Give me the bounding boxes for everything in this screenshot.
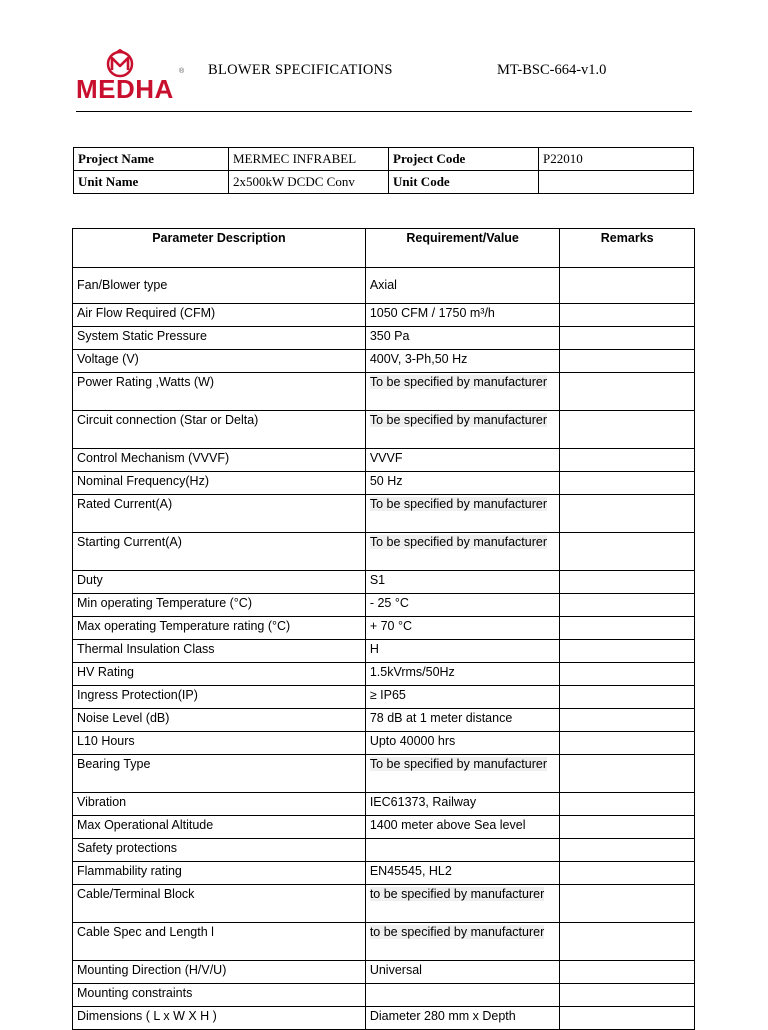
spec-parameter: Duty	[73, 571, 366, 594]
spec-row	[73, 449, 695, 472]
spec-parameter: Mounting constraints	[73, 984, 366, 1007]
spec-remarks	[560, 663, 695, 686]
spec-value	[365, 327, 560, 350]
spec-row	[73, 663, 695, 686]
spec-parameter: Starting Current(A)	[73, 533, 366, 571]
spec-value	[365, 617, 560, 640]
spec-value-text: IEC61373, Railway	[369, 795, 477, 809]
spec-remarks	[560, 862, 695, 885]
spec-parameter: Flammability rating	[73, 862, 366, 885]
spec-row	[73, 686, 695, 709]
spec-row	[73, 640, 695, 663]
spec-remarks	[560, 961, 695, 984]
project-code-label: Project Code	[389, 148, 539, 171]
spec-remarks	[560, 839, 695, 862]
spec-value	[365, 923, 560, 961]
spec-parameter: Vibration	[73, 793, 366, 816]
spec-remarks	[560, 594, 695, 617]
spec-value	[365, 816, 560, 839]
spec-row	[73, 816, 695, 839]
spec-value-text: To be specified by manufacturer	[369, 535, 548, 549]
spec-value-text: Axial	[369, 278, 397, 292]
spec-parameter: Min operating Temperature (°C)	[73, 594, 366, 617]
spec-value	[365, 495, 560, 533]
spec-value-text: To be specified by manufacturer	[369, 375, 548, 389]
spec-parameter: Control Mechanism (VVVF)	[73, 449, 366, 472]
spec-remarks	[560, 755, 695, 793]
spec-row	[73, 709, 695, 732]
spec-value	[365, 640, 560, 663]
spec-value	[365, 839, 560, 862]
spec-header-row	[73, 229, 695, 268]
spec-parameter: Cable/Terminal Block	[73, 885, 366, 923]
spec-value	[365, 449, 560, 472]
spec-value	[365, 304, 560, 327]
project-name-label: Project Name	[74, 148, 229, 171]
spec-row	[73, 732, 695, 755]
spec-row	[73, 839, 695, 862]
spec-value	[365, 885, 560, 923]
spec-row	[73, 411, 695, 449]
spec-remarks	[560, 885, 695, 923]
spec-value	[365, 533, 560, 571]
spec-value-text: Universal	[369, 963, 422, 977]
spec-remarks	[560, 686, 695, 709]
spec-remarks	[560, 640, 695, 663]
spec-remarks	[560, 304, 695, 327]
spec-value	[365, 984, 560, 1007]
spec-row	[73, 885, 695, 923]
spec-remarks	[560, 793, 695, 816]
spec-row	[73, 862, 695, 885]
project-info-table	[73, 147, 694, 194]
document-title: BLOWER SPECIFICATIONS	[208, 62, 393, 78]
spec-value	[365, 268, 560, 304]
spec-row	[73, 594, 695, 617]
spec-parameter: Max Operational Altitude	[73, 816, 366, 839]
spec-row	[73, 571, 695, 594]
spec-row	[73, 304, 695, 327]
spec-value-text: ≥ IP65	[369, 688, 406, 702]
header-divider	[76, 111, 692, 112]
spec-parameter: Noise Level (dB)	[73, 709, 366, 732]
spec-parameter: Thermal Insulation Class	[73, 640, 366, 663]
logo-wordmark: MEDHA	[76, 74, 174, 104]
spec-value-text: To be specified by manufacturer	[369, 413, 548, 427]
project-row	[74, 148, 694, 171]
spec-value-text: to be specified by manufacturer	[369, 925, 545, 939]
spec-table-body	[73, 268, 695, 1030]
spec-value-text: 350 Pa	[369, 329, 410, 343]
registered-mark: ®	[179, 68, 185, 75]
spec-parameter: L10 Hours	[73, 732, 366, 755]
spec-value-text: 50 Hz	[369, 474, 403, 488]
spec-row	[73, 472, 695, 495]
spec-remarks	[560, 533, 695, 571]
spec-value-text: To be specified by manufacturer	[369, 757, 548, 771]
spec-value	[365, 663, 560, 686]
spec-parameter: Max operating Temperature rating (°C)	[73, 617, 366, 640]
spec-row	[73, 495, 695, 533]
spec-parameter: HV Rating	[73, 663, 366, 686]
document-code: MT-BSC-664-v1.0	[497, 62, 607, 78]
unit-code-label: Unit Code	[389, 171, 539, 194]
spec-row	[73, 793, 695, 816]
spec-value	[365, 571, 560, 594]
spec-parameter: Air Flow Required (CFM)	[73, 304, 366, 327]
spec-value	[365, 594, 560, 617]
spec-remarks	[560, 449, 695, 472]
spec-value	[365, 862, 560, 885]
spec-parameter: System Static Pressure	[73, 327, 366, 350]
spec-remarks	[560, 373, 695, 411]
spec-row	[73, 984, 695, 1007]
spec-value	[365, 709, 560, 732]
spec-remarks	[560, 571, 695, 594]
spec-value-text: To be specified by manufacturer	[369, 497, 548, 511]
spec-remarks	[560, 732, 695, 755]
unit-name-label: Unit Name	[74, 171, 229, 194]
spec-value	[365, 350, 560, 373]
spec-value-text: EN45545, HL2	[369, 864, 452, 878]
spec-parameter: Safety protections	[73, 839, 366, 862]
spec-value-text: Upto 40000 hrs	[369, 734, 456, 748]
spec-remarks	[560, 350, 695, 373]
spec-value-text: 1050 CFM / 1750 m³/h	[369, 306, 495, 320]
spec-value	[365, 793, 560, 816]
header-parameter: Parameter Description	[73, 229, 366, 268]
spec-value-text: 1400 meter above Sea level	[369, 818, 526, 832]
spec-parameter: Cable Spec and Length l	[73, 923, 366, 961]
spec-parameter: Voltage (V)	[73, 350, 366, 373]
spec-value	[365, 732, 560, 755]
spec-row	[73, 961, 695, 984]
spec-value	[365, 755, 560, 793]
spec-remarks	[560, 617, 695, 640]
spec-parameter: Circuit connection (Star or Delta)	[73, 411, 366, 449]
unit-row	[74, 171, 694, 194]
header-remarks: Remarks	[560, 229, 695, 268]
spec-parameter: Power Rating ,Watts (W)	[73, 373, 366, 411]
blower-spec-table	[72, 228, 695, 1030]
spec-value	[365, 373, 560, 411]
spec-remarks	[560, 816, 695, 839]
spec-parameter: Mounting Direction (H/V/U)	[73, 961, 366, 984]
spec-remarks	[560, 268, 695, 304]
spec-row	[73, 617, 695, 640]
spec-row	[73, 755, 695, 793]
spec-value-text: 1.5kVrms/50Hz	[369, 665, 455, 679]
spec-parameter: Fan/Blower type	[73, 268, 366, 304]
unit-code-value	[539, 171, 694, 194]
spec-row	[73, 268, 695, 304]
spec-value-text: - 25 °C	[369, 596, 409, 610]
spec-value	[365, 961, 560, 984]
spec-remarks	[560, 472, 695, 495]
spec-value	[365, 411, 560, 449]
spec-value-text: to be specified by manufacturer	[369, 887, 545, 901]
spec-row	[73, 350, 695, 373]
spec-remarks	[560, 984, 695, 1007]
spec-row	[73, 923, 695, 961]
spec-value	[365, 472, 560, 495]
spec-value-text: 400V, 3-Ph,50 Hz	[369, 352, 468, 366]
spec-value-text: + 70 °C	[369, 619, 413, 633]
spec-value-text: VVVF	[369, 451, 403, 465]
project-name-value: MERMEC INFRABEL	[229, 148, 389, 171]
project-code-value: P22010	[539, 148, 694, 171]
spec-remarks	[560, 411, 695, 449]
spec-remarks	[560, 1007, 695, 1030]
spec-row	[73, 1007, 695, 1030]
spec-value-text: H	[369, 642, 379, 656]
medha-logo	[76, 48, 188, 104]
spec-value-text: Diameter 280 mm x Depth	[369, 1009, 516, 1023]
spec-parameter: Bearing Type	[73, 755, 366, 793]
spec-row	[73, 327, 695, 350]
spec-parameter: Nominal Frequency(Hz)	[73, 472, 366, 495]
spec-row	[73, 533, 695, 571]
spec-value-text: S1	[369, 573, 386, 587]
spec-value	[365, 1007, 560, 1030]
spec-remarks	[560, 495, 695, 533]
spec-parameter: Ingress Protection(IP)	[73, 686, 366, 709]
spec-value-text: 78 dB at 1 meter distance	[369, 711, 513, 725]
spec-remarks	[560, 327, 695, 350]
spec-remarks	[560, 709, 695, 732]
spec-remarks	[560, 923, 695, 961]
spec-row	[73, 373, 695, 411]
unit-name-value: 2x500kW DCDC Conv	[229, 171, 389, 194]
spec-parameter: Dimensions ( L x W X H )	[73, 1007, 366, 1030]
header-requirement: Requirement/Value	[365, 229, 560, 268]
spec-value	[365, 686, 560, 709]
spec-parameter: Rated Current(A)	[73, 495, 366, 533]
